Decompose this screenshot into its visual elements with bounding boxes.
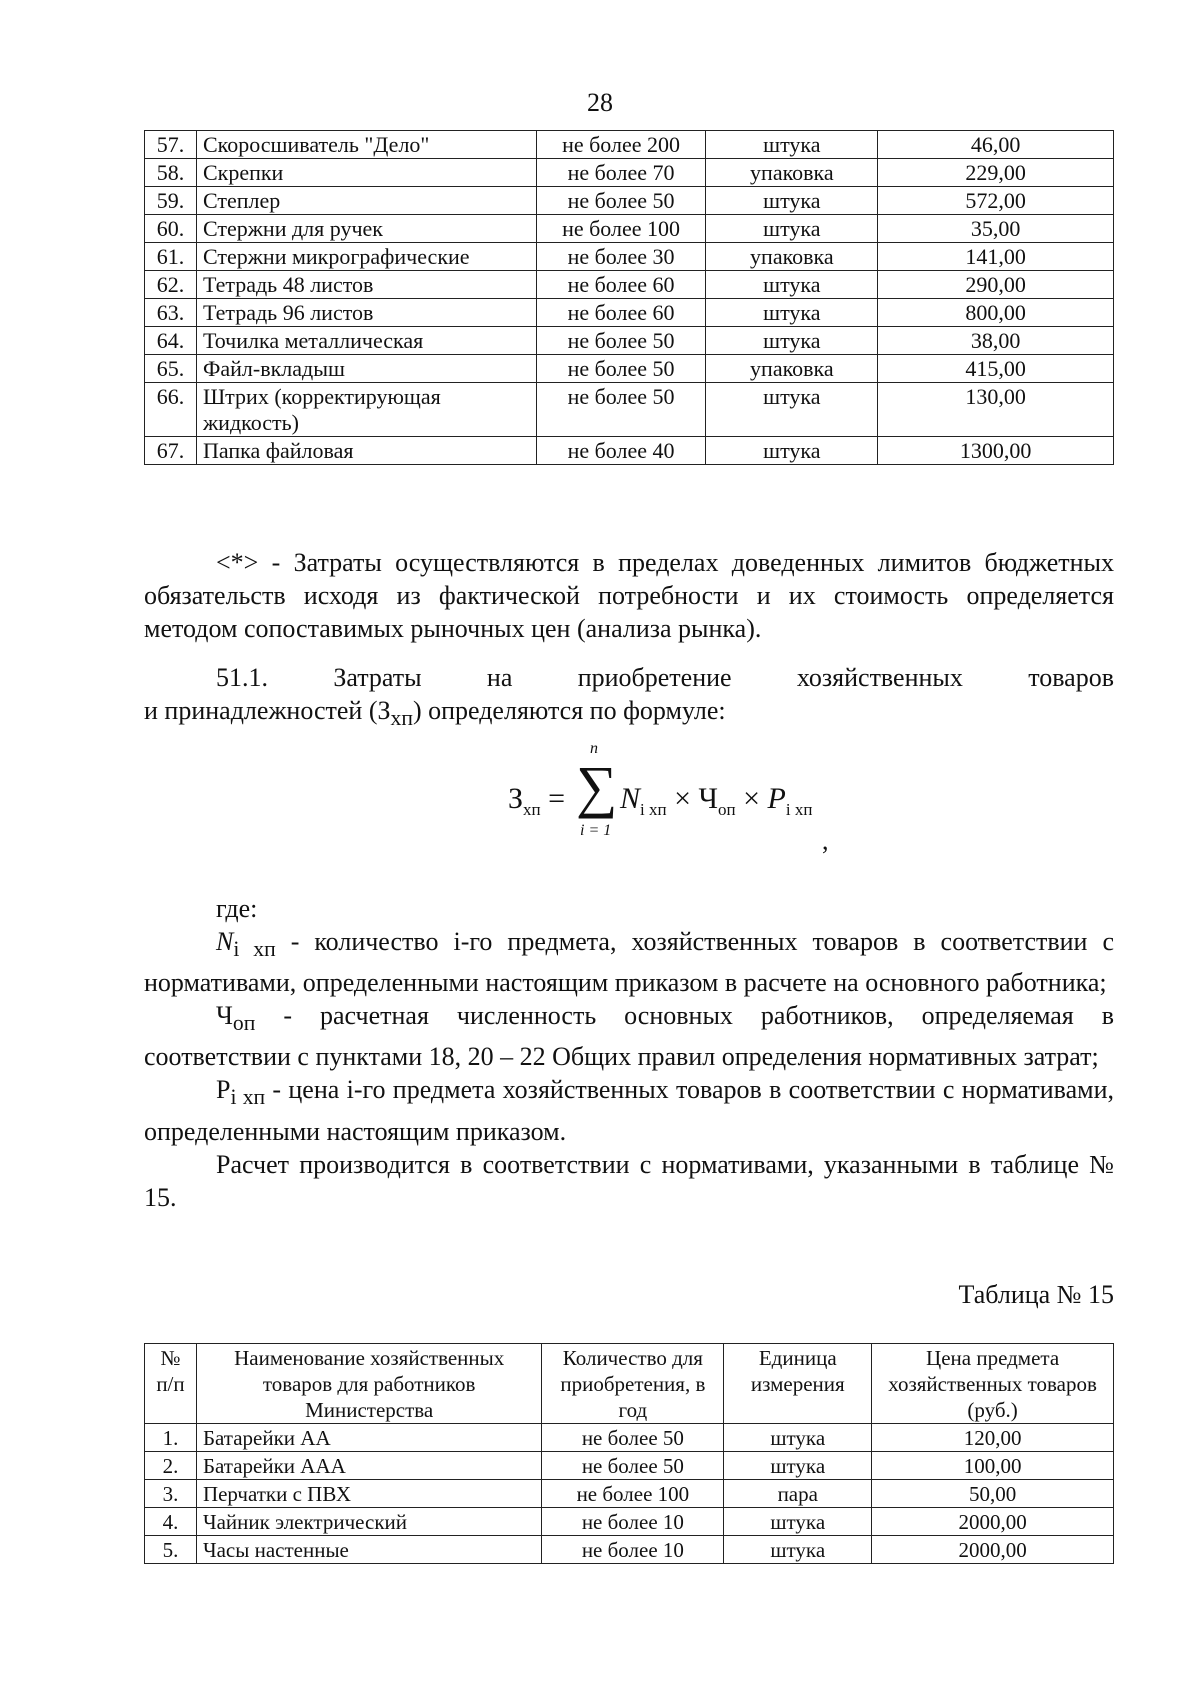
cell-item-name: Батарейки АА: [196, 1424, 541, 1452]
cell-quantity: не более 10: [542, 1508, 724, 1536]
header-price: Цена предмета хозяйственных товаров (руб.): [872, 1344, 1114, 1424]
table-row: [145, 383, 1114, 437]
definition-n: $N_{i хп}$ - количество i-го предмета, хозяйственных товаров в соответствии с нормативами, определенными настоящим приказом в расчете на основного работника;: [144, 927, 1114, 998]
table-row: [145, 1424, 1114, 1452]
cell-item-name: Чайник электрический: [196, 1508, 541, 1536]
sum-lower-limit: i = 1: [580, 822, 612, 839]
cell-number: 2.: [145, 1452, 197, 1480]
footnote-paragraph: [144, 546, 1114, 645]
cell-price: 141,00: [878, 243, 1114, 271]
table-row: [145, 1508, 1114, 1536]
header-name: Наименование хозяйственных товаров для работников Министерства: [196, 1344, 541, 1424]
clause-line-2-end: ) определяются по формуле:: [412, 696, 726, 725]
cost-formula: [508, 740, 868, 850]
sum-sign: ∑: [576, 754, 618, 819]
table-row: [145, 299, 1114, 327]
cell-unit: штука: [706, 327, 878, 355]
clause-subscript: хп: [390, 706, 413, 731]
cell-item-name: Скрепки: [196, 159, 536, 187]
cell-quantity: не более 40: [536, 437, 706, 465]
formula-lhs: $З_{хп}$ =: [508, 782, 566, 819]
cell-number: 65.: [145, 355, 197, 383]
cell-item-name: Перчатки с ПВХ: [196, 1480, 541, 1508]
table-row: [145, 1480, 1114, 1508]
page-number: 28: [587, 88, 613, 117]
cell-number: 1.: [145, 1424, 197, 1452]
cell-item-name: Файл-вкладыш: [196, 355, 536, 383]
cell-number: 61.: [145, 243, 197, 271]
cell-price: 130,00: [878, 383, 1114, 437]
cell-item-name: Точилка металлическая: [196, 327, 536, 355]
cell-item-name: Стержни микрографические: [196, 243, 536, 271]
header-unit: Единица измерения: [724, 1344, 872, 1424]
cell-unit: штука: [724, 1508, 872, 1536]
cell-quantity: не более 60: [536, 271, 706, 299]
cell-item-name: Папка файловая: [196, 437, 536, 465]
cell-price: 229,00: [878, 159, 1114, 187]
cell-number: 64.: [145, 327, 197, 355]
cell-unit: штука: [706, 215, 878, 243]
cell-unit: штука: [706, 271, 878, 299]
footnote-text: - Затраты осуществляются в пределах доведенных лимитов бюджетных обязательств исходя из фактической потребности и их стоимость определяется методом сопоставимых рыночных цен (анализа рынка).: [144, 548, 1114, 643]
cell-quantity: не более 100: [542, 1480, 724, 1508]
table-row: [145, 1452, 1114, 1480]
cell-number: 60.: [145, 215, 197, 243]
clause-51-1: [144, 661, 1114, 735]
cell-quantity: не более 50: [536, 187, 706, 215]
cell-number: 58.: [145, 159, 197, 187]
cell-unit: пара: [724, 1480, 872, 1508]
cell-price: 38,00: [878, 327, 1114, 355]
footnote-marker: <*>: [216, 548, 259, 577]
cell-unit: упаковка: [706, 243, 878, 271]
cell-unit: упаковка: [706, 159, 878, 187]
cell-quantity: не более 70: [536, 159, 706, 187]
cell-number: 63.: [145, 299, 197, 327]
cell-number: 4.: [145, 1508, 197, 1536]
cell-item-name: Часы настенные: [196, 1536, 541, 1564]
definition-p: $P_{i хп}$ - цена i-го предмета хозяйственных товаров в соответствии с нормативами, определенными настоящим приказом.: [144, 1075, 1114, 1146]
cell-quantity: не более 50: [536, 355, 706, 383]
cell-quantity: не более 60: [536, 299, 706, 327]
cell-item-name: Скоросшиватель "Дело": [196, 131, 536, 159]
cell-price: 2000,00: [872, 1536, 1114, 1564]
cell-unit: штука: [724, 1424, 872, 1452]
cell-quantity: не более 100: [536, 215, 706, 243]
cell-item-name: Степлер: [196, 187, 536, 215]
cell-item-name: Стержни для ручек: [196, 215, 536, 243]
table-row: [145, 355, 1114, 383]
header-number: № п/п: [145, 1344, 197, 1424]
cell-quantity: не более 200: [536, 131, 706, 159]
cell-price: 120,00: [872, 1424, 1114, 1452]
cell-price: 415,00: [878, 355, 1114, 383]
table-row: [145, 271, 1114, 299]
supplies-table-continued: [144, 130, 1114, 465]
cell-unit: штука: [706, 131, 878, 159]
cell-quantity: не более 10: [542, 1536, 724, 1564]
table-15: [144, 1343, 1114, 1564]
cell-price: 35,00: [878, 215, 1114, 243]
cell-price: 290,00: [878, 271, 1114, 299]
cell-quantity: не более 50: [536, 383, 706, 437]
cell-unit: штука: [706, 437, 878, 465]
cell-quantity: не более 50: [542, 1452, 724, 1480]
cell-number: 5.: [145, 1536, 197, 1564]
clause-line-2: и принадлежностей (З: [144, 696, 391, 725]
cell-price: 46,00: [878, 131, 1114, 159]
clause-line-1: 51.1. Затраты на приобретение хозяйственных товаров: [216, 663, 1114, 692]
table-row: [145, 327, 1114, 355]
cell-unit: штука: [724, 1536, 872, 1564]
cell-price: 100,00: [872, 1452, 1114, 1480]
cell-number: 3.: [145, 1480, 197, 1508]
cell-unit: штука: [706, 383, 878, 437]
table-row: [145, 215, 1114, 243]
supplies-table-body: [145, 131, 1114, 465]
where-label: где:: [216, 894, 258, 923]
table-row: [145, 187, 1114, 215]
formula-rhs: $N_{i хп} \times Ч_{оп} \times P_{i хп}$: [620, 782, 813, 819]
cell-price: 1300,00: [878, 437, 1114, 465]
cell-number: 66.: [145, 383, 197, 437]
definitions: [144, 892, 1114, 1214]
cell-unit: штука: [706, 299, 878, 327]
cell-price: 50,00: [872, 1480, 1114, 1508]
cell-number: 59.: [145, 187, 197, 215]
definition-ch: $Ч_{оп}$ - расчетная численность основных работников, определяемая в соответствии с пунктами 18, 20 – 22 Общих правил определения нормативных затрат;: [144, 1001, 1114, 1072]
cell-quantity: не более 50: [542, 1424, 724, 1452]
table-15-body: [145, 1424, 1114, 1564]
cell-quantity: не более 50: [536, 327, 706, 355]
table-row: [145, 131, 1114, 159]
table-row: [145, 243, 1114, 271]
cell-price: 2000,00: [872, 1508, 1114, 1536]
table-15-caption: Таблица № 15: [958, 1280, 1114, 1309]
table-15-header-row: [145, 1344, 1114, 1424]
cell-unit: штука: [724, 1452, 872, 1480]
calc-note: Расчет производится в соответствии с нормативами, указанными в таблице № 15.: [144, 1149, 1114, 1212]
formula-comma: ,: [822, 826, 829, 855]
cell-number: 62.: [145, 271, 197, 299]
sum-upper-limit: n: [590, 740, 598, 757]
table-row: [145, 1536, 1114, 1564]
cell-item-name: Штрих (корректирующая жидкость): [196, 383, 536, 437]
header-quantity: Количество для приобретения, в год: [542, 1344, 724, 1424]
cell-quantity: не более 30: [536, 243, 706, 271]
cell-price: 800,00: [878, 299, 1114, 327]
cell-item-name: Батарейки ААА: [196, 1452, 541, 1480]
cell-item-name: Тетрадь 48 листов: [196, 271, 536, 299]
table-row: [145, 437, 1114, 465]
cell-number: 67.: [145, 437, 197, 465]
table-row: [145, 159, 1114, 187]
cell-unit: упаковка: [706, 355, 878, 383]
cell-unit: штука: [706, 187, 878, 215]
cell-number: 57.: [145, 131, 197, 159]
cell-item-name: Тетрадь 96 листов: [196, 299, 536, 327]
cell-price: 572,00: [878, 187, 1114, 215]
